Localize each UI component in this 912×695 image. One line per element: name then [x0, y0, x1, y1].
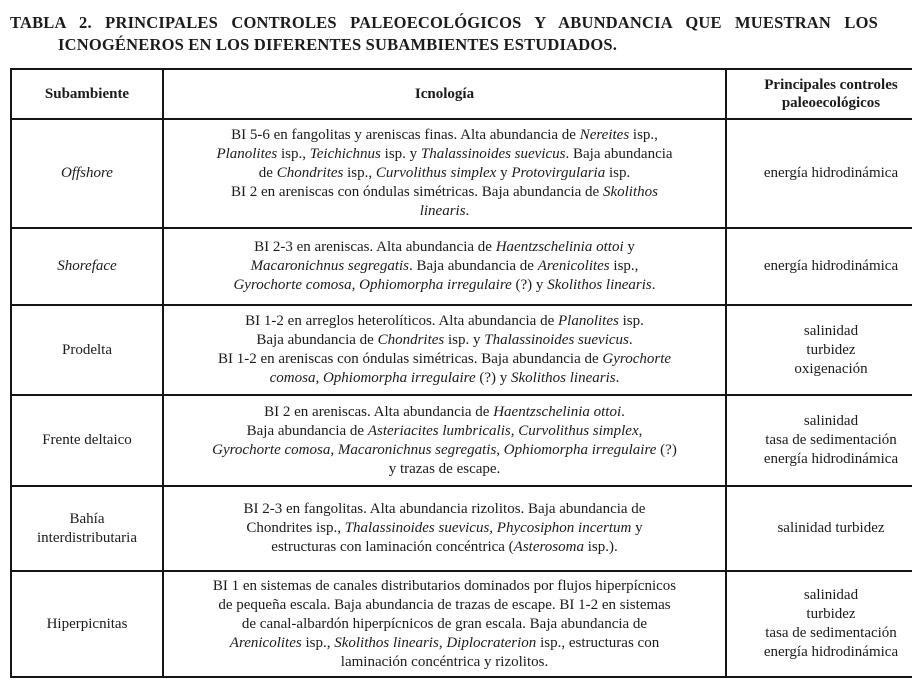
icnologia-text: isp. y [380, 146, 421, 162]
controles-cell [726, 395, 912, 486]
icnologia-text: laminación concéntrica y rizolitos. [340, 653, 549, 670]
taxon-name: Arenicolites [537, 258, 610, 274]
icnologia-line [170, 500, 719, 519]
taxon-name: Planolites [557, 313, 619, 329]
icnologia-text: isp., [277, 146, 310, 162]
icnologia-text: . [628, 332, 633, 348]
icnologia-text: isp., [301, 634, 335, 651]
icnologia-line [170, 653, 719, 672]
header-controles: Principales controles paleoecológicos [726, 69, 912, 119]
table-title-line2: ICNOGÉNEROS EN LOS DIFERENTES SUBAMBIENTES ESTUDIADOS. [58, 35, 618, 54]
icnologia-text: . [621, 403, 625, 420]
control-line: turbidez [806, 606, 856, 622]
icnologia-text: isp., [629, 127, 658, 143]
table-title [10, 12, 878, 56]
table-head [11, 69, 912, 119]
subambiente-cell [11, 395, 163, 486]
subambiente-label: Shoreface [57, 258, 117, 274]
taxon-name: Skolithos linearis [547, 277, 652, 293]
taxon-name: Gyrochorte comosa, Ophiomorpha irregulaire [233, 277, 512, 293]
control-line: salinidad [803, 322, 859, 339]
icnologia-line [170, 519, 719, 538]
icnologia-line [170, 126, 719, 145]
icnologia-line [170, 596, 719, 615]
control-line: energía hidrodinámica [763, 165, 899, 181]
controles-cell [726, 486, 912, 571]
subambiente-label: Hiperpicnitas [46, 615, 128, 632]
icnologia-text: Chondrites isp., [246, 520, 345, 536]
icnologia-text: isp., [609, 258, 639, 274]
taxon-name: Thalassinoides suevicus [420, 146, 566, 162]
taxon-name: Asteriacites lumbricalis, Curvolithus simplex [367, 422, 639, 439]
icnologia-line [170, 183, 719, 202]
table-row [11, 395, 912, 486]
icnologia-text: isp.). [583, 539, 618, 555]
icnologia-text: de canal-albardón hiperpícnicos de gran escala. Baja abundancia de [241, 615, 648, 632]
icnologia-text: BI 1-2 en arreglos heterolíticos. Alta abundancia de [245, 313, 558, 329]
icnologia-text: de [258, 165, 277, 181]
control-line: oxigenación [794, 360, 868, 377]
icnologia-line [170, 331, 719, 350]
controles-cell [726, 119, 912, 228]
controles-cell [726, 228, 912, 305]
icnologia-text: estructuras con laminación concéntrica ( [271, 539, 514, 555]
icnologia-cell [163, 305, 726, 395]
control-line: energía hidrodinámica [763, 644, 899, 660]
icnologia-line [170, 202, 719, 221]
taxon-name: Planolites [216, 146, 278, 162]
subambiente-cell [11, 228, 163, 305]
icnologia-text: . [651, 277, 656, 293]
icnologia-text: . Baja abundancia [565, 146, 673, 162]
icnologia-text: BI 1 en sistemas de canales distributarios dominados por flujos hiperpícnicos [212, 577, 677, 594]
subambiente-label: Offshore [61, 165, 113, 181]
icnologia-text: Baja abundancia de [246, 422, 368, 439]
icnologia-line [170, 403, 719, 422]
icnologia-cell [163, 119, 726, 228]
taxon-name: Chondrites [377, 332, 445, 348]
controles-cell [726, 305, 912, 395]
icnologia-text: (?) y [511, 277, 548, 293]
table-row [11, 486, 912, 571]
subambiente-cell [11, 119, 163, 228]
icnologia-line [170, 164, 719, 183]
icnologia-cell [163, 571, 726, 677]
taxon-name: Haentzschelinia ottoi [493, 403, 622, 420]
taxon-name: Protovirgularia [511, 165, 606, 181]
control-line: salinidad [803, 413, 859, 429]
icnologia-text: isp., [343, 165, 376, 181]
header-subambiente: Subambiente [11, 69, 163, 119]
icnologia-line [170, 460, 719, 479]
icnologia-line [170, 538, 719, 557]
icnologia-line [170, 441, 719, 460]
taxon-name: Curvolithus simplex [375, 165, 497, 181]
control-line: salinidad turbidez [777, 520, 885, 536]
icnologia-line [170, 257, 719, 276]
control-line: tasa de sedimentación [765, 625, 897, 641]
icnologia-text: BI 2-3 en fangolitas. Alta abundancia rizolitos. Baja abundancia de [243, 501, 646, 517]
table-row [11, 228, 912, 305]
taxon-name: Thalassinoides suevicus, Phycosiphon incertum [344, 520, 632, 536]
subambiente-cell [11, 305, 163, 395]
taxon-name: Macaronichnus segregatis [250, 258, 410, 274]
icnologia-cell [163, 228, 726, 305]
icnologia-text: isp., estructuras con [536, 634, 660, 651]
icnologia-line [170, 350, 719, 369]
icnologia-text: BI 5-6 en fangolitas y areniscas finas. Alta abundancia de [231, 127, 580, 143]
subambiente-cell [11, 571, 163, 677]
control-line: salinidad [803, 587, 859, 603]
icnologia-text: . Baja abundancia de [409, 258, 538, 274]
subambiente-label: Frente deltaico [42, 432, 132, 448]
icnologia-text: , [638, 422, 643, 439]
taxon-name: Skolithos linearis [511, 370, 616, 386]
icnologia-text: (?) y [475, 370, 512, 386]
icnologia-text: BI 1-2 en areniscas con óndulas simétricas. Baja abundancia de [217, 351, 603, 367]
icnologia-text: isp. [618, 313, 644, 329]
control-line: energía hidrodinámica [763, 451, 899, 467]
control-line: tasa de sedimentación [765, 432, 897, 448]
icnologia-text: isp. [605, 165, 631, 181]
icnologia-text: BI 2 en areniscas. Alta abundancia de [264, 403, 494, 420]
icnologia-text: BI 2-3 en areniscas. Alta abundancia de [254, 239, 496, 255]
taxon-name: Gyrochorte [602, 351, 672, 367]
subambiente-cell [11, 486, 163, 571]
icnologia-text: Baja abundancia de [256, 332, 378, 348]
taxon-name: Teichichnus [309, 146, 381, 162]
icnologia-text: y [623, 239, 635, 255]
paleo-controls-table [10, 68, 912, 678]
icnologia-cell [163, 395, 726, 486]
taxon-name: Skolithos linearis, Diplocraterion [334, 634, 537, 651]
table-row [11, 571, 912, 677]
taxon-name: Haentzschelinia ottoi [495, 239, 624, 255]
taxon-name: Asterosoma [513, 539, 584, 555]
icnologia-line [170, 577, 719, 596]
icnologia-cell [163, 486, 726, 571]
icnologia-text: . [465, 203, 470, 219]
table-body [11, 119, 912, 677]
controles-cell [726, 571, 912, 677]
taxon-name: comosa, Ophiomorpha irregulaire [269, 370, 476, 386]
table-row [11, 305, 912, 395]
taxon-name: Arenicolites [229, 634, 302, 651]
icnologia-text: y [631, 520, 643, 536]
icnologia-line [170, 615, 719, 634]
icnologia-text: (?) [656, 441, 677, 458]
icnologia-line [170, 369, 719, 388]
icnologia-text: y [496, 165, 512, 181]
icnologia-text: isp. y [444, 332, 485, 348]
control-line: turbidez [806, 341, 856, 358]
table-row [11, 119, 912, 228]
taxon-name: Skolithos [602, 184, 658, 200]
icnologia-text: . [615, 370, 620, 386]
header-row [11, 69, 912, 119]
icnologia-text: de pequeña escala. Baja abundancia de trazas de escape. BI 1-2 en sistemas [218, 596, 671, 613]
icnologia-line [170, 312, 719, 331]
icnologia-line [170, 422, 719, 441]
taxon-name: Thalassinoides suevicus [484, 332, 629, 348]
icnologia-text: y trazas de escape. [388, 460, 501, 477]
icnologia-line [170, 634, 719, 653]
taxon-name: Chondrites [276, 165, 344, 181]
taxon-name: Gyrochorte comosa, Macaronichnus segregatis, Ophiomorpha irregulaire [212, 441, 657, 458]
control-line: energía hidrodinámica [763, 258, 899, 274]
icnologia-line [170, 276, 719, 295]
taxon-name: Nereites [579, 127, 630, 143]
taxon-name: linearis [419, 203, 466, 219]
table-title-line1: TABLA 2. PRINCIPALES CONTROLES PALEOECOLÓGICOS Y ABUNDANCIA QUE MUESTRAN LOS [10, 13, 878, 32]
subambiente-label: Bahía interdistributaria [37, 510, 137, 546]
subambiente-label: Prodelta [62, 341, 112, 358]
icnologia-line [170, 238, 719, 257]
header-icnologia: Icnología [163, 69, 726, 119]
icnologia-line [170, 145, 719, 164]
icnologia-text: BI 2 en areniscas con óndulas simétricas. Baja abundancia de [231, 184, 603, 200]
